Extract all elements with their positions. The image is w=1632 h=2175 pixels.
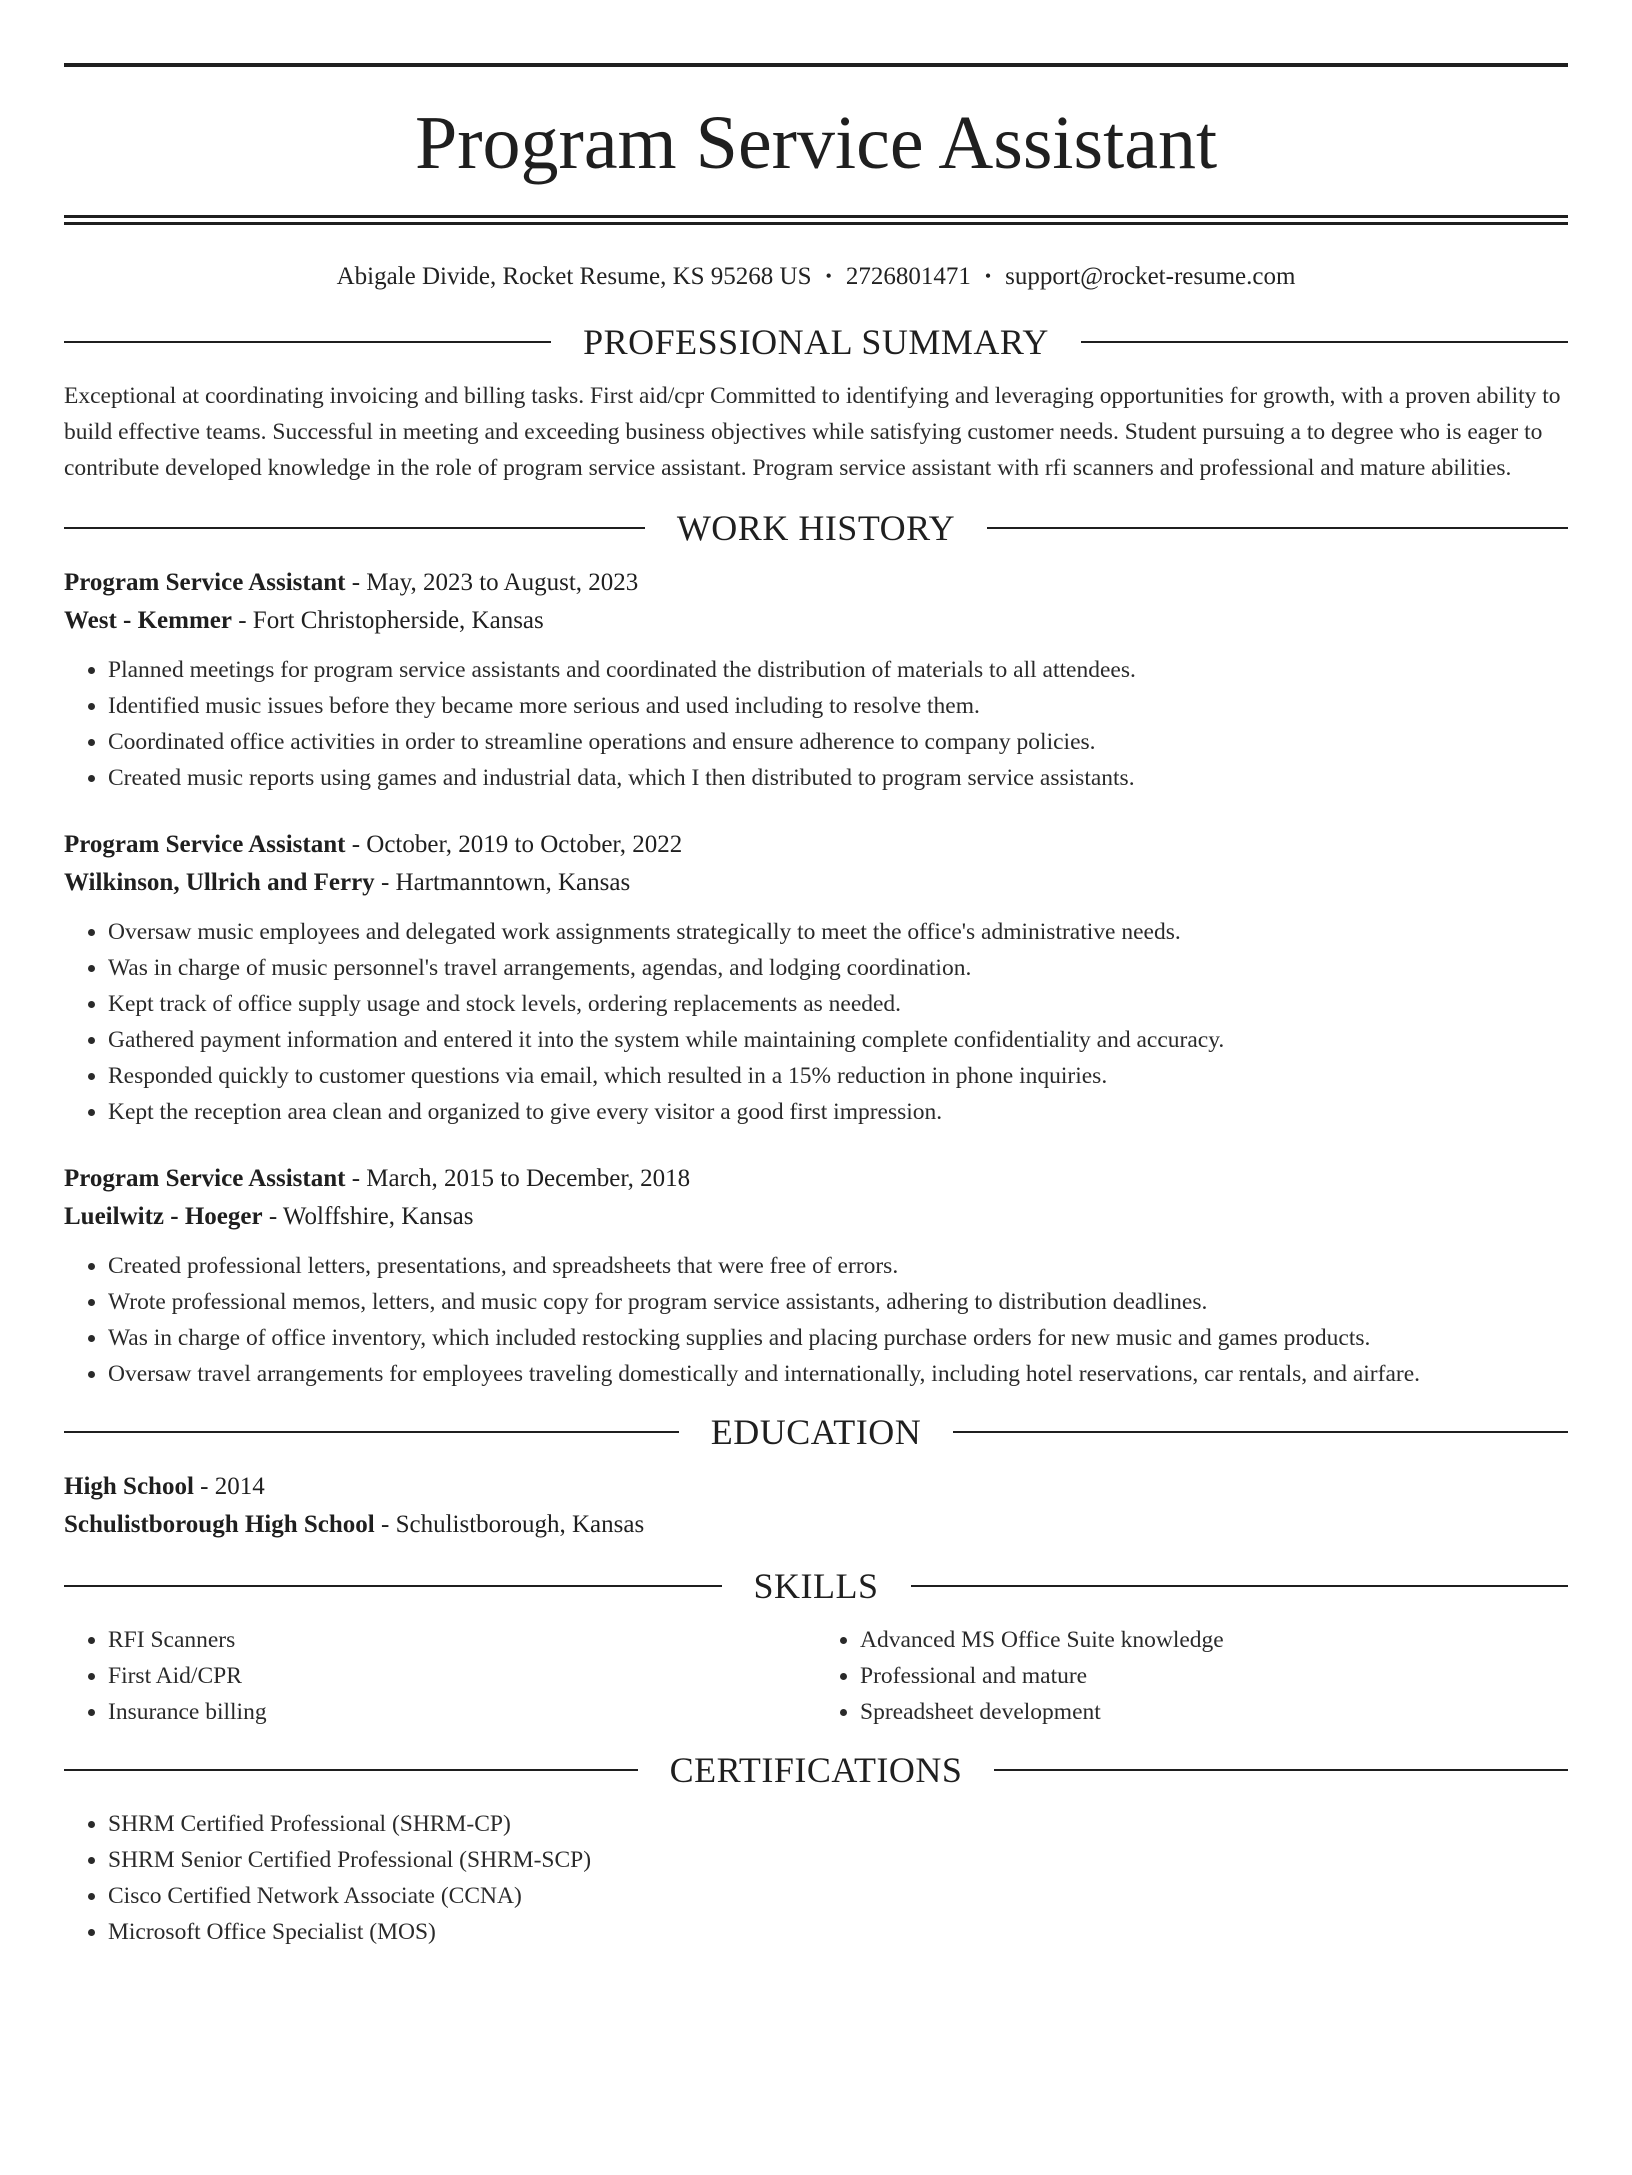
heading-rule bbox=[953, 1431, 1568, 1433]
section-title: SKILLS bbox=[753, 1566, 879, 1606]
heading-rule bbox=[64, 1431, 679, 1433]
list-item: • Microsoft Office Specialist (MOS) bbox=[108, 1914, 1568, 1950]
list-item: • Cisco Certified Network Associate (CCNA) bbox=[108, 1878, 1568, 1914]
double-rule-upper bbox=[64, 215, 1568, 218]
job-bullets bbox=[64, 1248, 1568, 1392]
heading-rule bbox=[64, 1769, 638, 1771]
heading-rule bbox=[64, 1585, 722, 1587]
skills-list-right bbox=[816, 1622, 1568, 1730]
list-item: • Insurance billing bbox=[108, 1694, 816, 1730]
education-entry bbox=[64, 1468, 1568, 1544]
list-item: • Coordinated office activities in order to streamline operations and ensure adherence to company policies. bbox=[108, 724, 1568, 760]
heading-rule bbox=[987, 527, 1568, 529]
job-location: - Hartmanntown, Kansas bbox=[374, 869, 631, 896]
job-title-line bbox=[64, 564, 1568, 602]
skills-list-left bbox=[64, 1622, 816, 1730]
contact-phone: 2726801471 bbox=[845, 263, 971, 290]
section-title: PROFESSIONAL SUMMARY bbox=[583, 322, 1049, 362]
list-item: • Oversaw music employees and delegated work assignments strategically to meet the office's administrative needs. bbox=[108, 914, 1568, 950]
list-item: • Created music reports using games and industrial data, which I then distributed to program service assistants. bbox=[108, 760, 1568, 796]
heading-rule bbox=[911, 1585, 1569, 1587]
list-item: • SHRM Senior Certified Professional (SHRM-SCP) bbox=[108, 1842, 1568, 1878]
list-item: • Planned meetings for program service assistants and coordinated the distribution of materials to all attendees. bbox=[108, 652, 1568, 688]
certifications-list bbox=[64, 1806, 1568, 1950]
job-location: - Wolffshire, Kansas bbox=[262, 1203, 474, 1230]
resume-page bbox=[0, 63, 1632, 2175]
section-title: CERTIFICATIONS bbox=[669, 1750, 963, 1790]
job-bullets bbox=[64, 652, 1568, 796]
section-heading-education bbox=[64, 1410, 1568, 1454]
education-year: - 2014 bbox=[193, 1473, 265, 1500]
list-item: • Oversaw travel arrangements for employees traveling domestically and internationally, including hotel reservations, car rentals, and airfare. bbox=[108, 1356, 1568, 1392]
heading-rule bbox=[64, 341, 551, 343]
list-item: • Advanced MS Office Suite knowledge bbox=[860, 1622, 1568, 1658]
heading-rule bbox=[1081, 341, 1568, 343]
job-title: Program Service Assistant bbox=[64, 1165, 346, 1192]
job-location: - Fort Christopherside, Kansas bbox=[231, 607, 544, 634]
education-degree: High School bbox=[64, 1473, 194, 1500]
section-title: EDUCATION bbox=[710, 1412, 922, 1452]
section-heading-certifications bbox=[64, 1748, 1568, 1792]
job-dates: - March, 2015 to December, 2018 bbox=[345, 1165, 691, 1192]
job-title: Program Service Assistant bbox=[64, 831, 346, 858]
heading-rule bbox=[64, 527, 645, 529]
contact-separator: • bbox=[984, 266, 992, 286]
education-school: Schulistborough High School bbox=[64, 1511, 375, 1538]
list-item: • Kept the reception area clean and organized to give every visitor a good first impression. bbox=[108, 1094, 1568, 1130]
job-employer-line bbox=[64, 602, 1568, 640]
job-entry bbox=[64, 564, 1568, 796]
contact-separator: • bbox=[825, 266, 832, 286]
section-heading-work-history bbox=[64, 506, 1568, 550]
double-rule-lower bbox=[64, 222, 1568, 225]
job-employer: Wilkinson, Ullrich and Ferry bbox=[64, 869, 375, 896]
contact-line bbox=[64, 259, 1568, 294]
job-bullets bbox=[64, 914, 1568, 1130]
job-entry bbox=[64, 826, 1568, 1130]
job-dates: - May, 2023 to August, 2023 bbox=[345, 569, 639, 596]
list-item: • Professional and mature bbox=[860, 1658, 1568, 1694]
list-item: • Gathered payment information and entered it into the system while maintaining complete confidentiality and accuracy. bbox=[108, 1022, 1568, 1058]
job-employer-line bbox=[64, 864, 1568, 902]
resume-title: Program Service Assistant bbox=[414, 101, 1218, 185]
job-title-line bbox=[64, 1160, 1568, 1198]
skills-columns bbox=[64, 1622, 1568, 1730]
list-item: • Identified music issues before they became more serious and used including to resolve them. bbox=[108, 688, 1568, 724]
list-item: • Created professional letters, presentations, and spreadsheets that were free of errors. bbox=[108, 1248, 1568, 1284]
section-title: WORK HISTORY bbox=[676, 508, 956, 548]
education-degree-line bbox=[64, 1468, 1568, 1506]
job-entry bbox=[64, 1160, 1568, 1392]
job-employer: West - Kemmer bbox=[64, 607, 232, 634]
list-item: • First Aid/CPR bbox=[108, 1658, 816, 1694]
list-item: • Was in charge of music personnel's travel arrangements, agendas, and lodging coordination. bbox=[108, 950, 1568, 986]
list-item: • Wrote professional memos, letters, and music copy for program service assistants, adhering to distribution deadlines. bbox=[108, 1284, 1568, 1320]
education-school-line bbox=[64, 1506, 1568, 1544]
education-location: - Schulistborough, Kansas bbox=[374, 1511, 645, 1538]
list-item: • RFI Scanners bbox=[108, 1622, 816, 1658]
section-heading-skills bbox=[64, 1564, 1568, 1608]
contact-email: support@rocket-resume.com bbox=[1005, 263, 1296, 290]
job-employer: Lueilwitz - Hoeger bbox=[64, 1203, 263, 1230]
section-heading-summary bbox=[64, 320, 1568, 364]
list-item: • SHRM Certified Professional (SHRM-CP) bbox=[108, 1806, 1568, 1842]
summary-text: Exceptional at coordinating invoicing and billing tasks. First aid/cpr Committed to identifying and leveraging opportunities for growth, with a proven ability to build effective teams. Successful in meeting and exceeding business objectives while satisfying customer needs. Student pursuing a to degree who is eager to contribute developed knowledge in the role of program service assistant. Program service assistant with rfi scanners and professional and mature abilities. bbox=[64, 383, 1561, 481]
job-title: Program Service Assistant bbox=[64, 569, 346, 596]
job-employer-line bbox=[64, 1198, 1568, 1236]
list-item: • Responded quickly to customer questions via email, which resulted in a 15% reduction in phone inquiries. bbox=[108, 1058, 1568, 1094]
contact-address: Abigale Divide, Rocket Resume, KS 95268 US bbox=[336, 263, 812, 290]
job-dates: - October, 2019 to October, 2022 bbox=[345, 831, 683, 858]
list-item: • Kept track of office supply usage and stock levels, ordering replacements as needed. bbox=[108, 986, 1568, 1022]
list-item: • Was in charge of office inventory, which included restocking supplies and placing purchase orders for new music and games products. bbox=[108, 1320, 1568, 1356]
job-title-line bbox=[64, 826, 1568, 864]
heading-rule bbox=[994, 1769, 1568, 1771]
list-item: • Spreadsheet development bbox=[860, 1694, 1568, 1730]
